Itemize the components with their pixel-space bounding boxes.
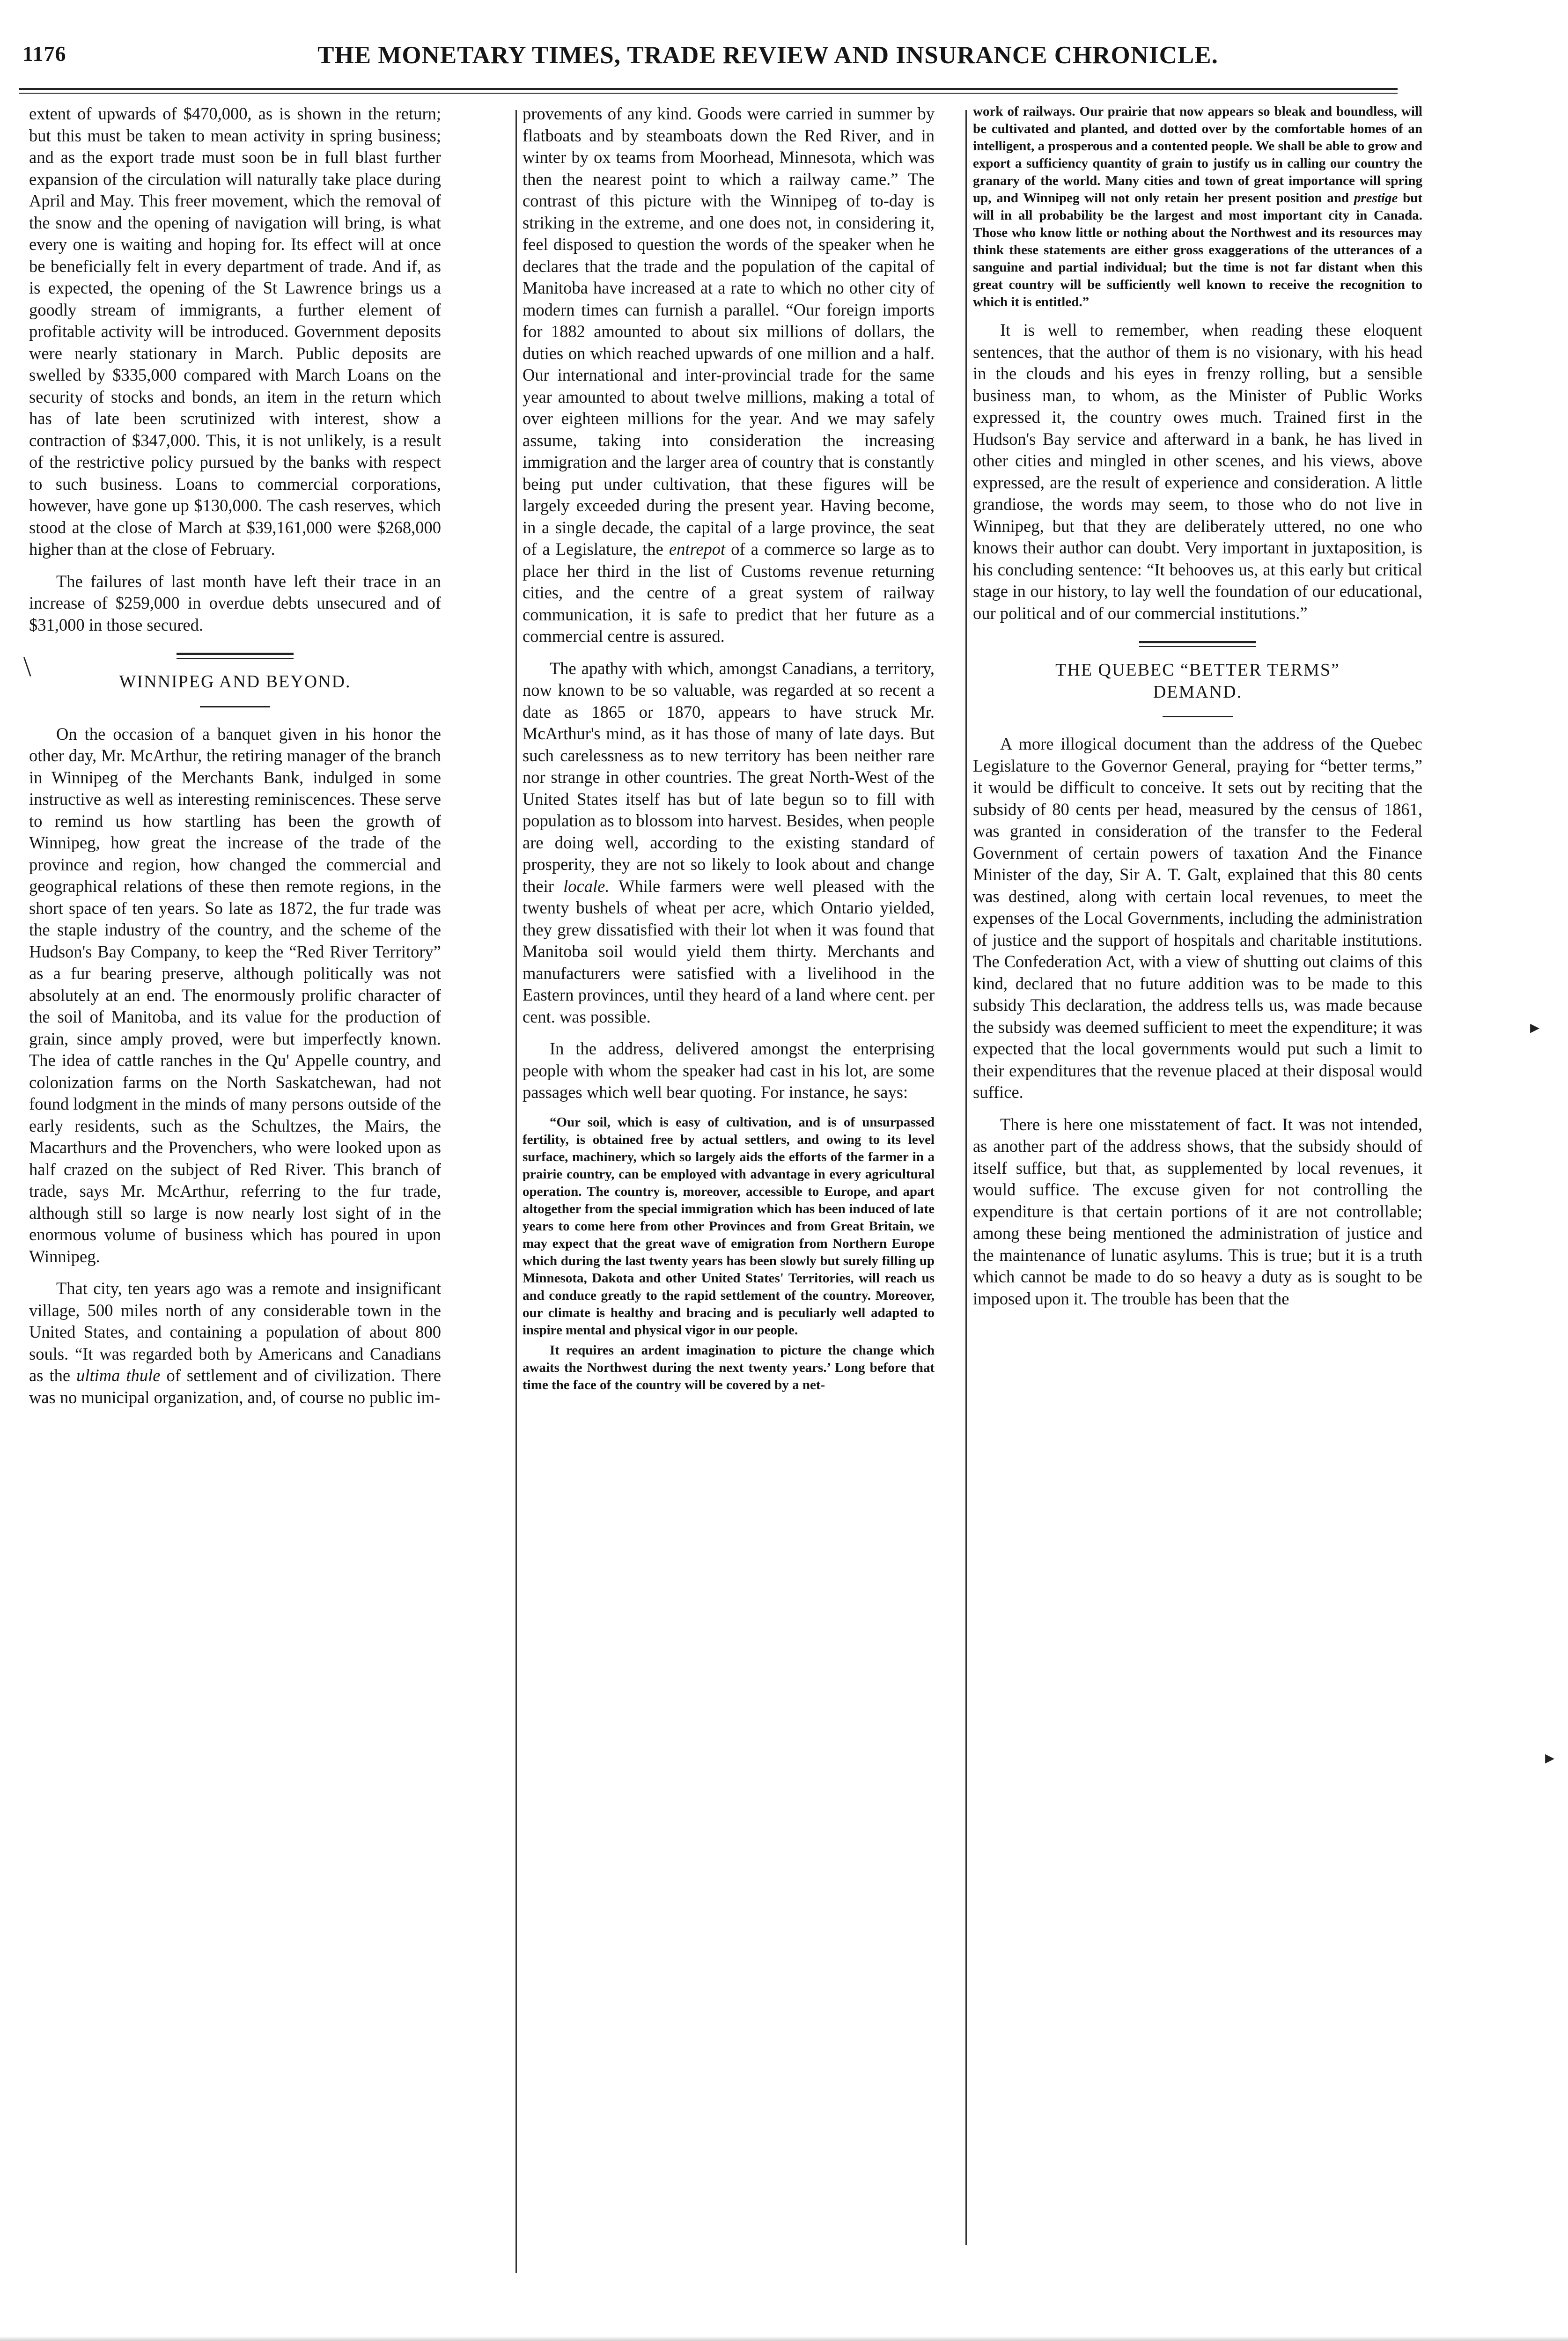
heading-rule — [1163, 716, 1233, 717]
paragraph — [523, 658, 935, 1028]
paragraph: On the occasion of a banquet given in his honor the other day, Mr. McArthur, the retiring manager of the branch in Winnipeg of the Merchants Bank, indulged in some instructive as well as interesting reminiscences. These serve to remind us how startling has been the growth of Winnipeg, how great the increase of the trade of the province and region, how changed the commercial and geographical relations of these then remote regions, in the short space of ten years. So late as 1872, the fur trade was the staple industry of the country, and the scheme of the Hudson's Bay Company, to keep the “Red River Territory” as a fur bearing preserve, although politically was not absolutely at an end. The enormously prolific character of the soil of Manitoba, and its value for the production of grain, since amply proved, were but imperfectly known. The idea of cattle ranches in the Qu' Appelle country, and colonization farms on the North Saskatchewan, had not found lodgment in the minds of many persons outside of the early residents, such as the Schultzes, the Mairs, the Macarthurs and the Provenchers, who were looked upon as half crazed on the subject of Red River. This branch of trade, says Mr. McArthur, referring to the fur trade, although still so large is now nearly lost sight of in the enormous volume of business which has poured in upon Winnipeg. — [29, 724, 441, 1266]
text-run: of settlement and of civilization. There was no municipal organization, and, of course no public im- — [29, 1366, 441, 1407]
column-separator — [515, 110, 517, 2273]
text-run: That city, ten years ago was a remote and insignificant village, 500 miles north of any considerable town in the United States, and containing a population of about 800 souls. “It was regarded both by Americans and Canadians as the — [29, 1279, 441, 1385]
column-separator — [965, 110, 967, 2245]
block-quote — [523, 1114, 935, 1394]
header-rule — [19, 88, 1398, 94]
section-divider — [177, 653, 294, 659]
text-run: The apathy with which, amongst Canadians, a territory, now known to be so valuable, was regarded at so recent a date as 1865 or 1870, appears to have struck Mr. McArthur's mind, as it has those of many of late days. But such carelessness as to new territory has been neither rare nor strange in other countries. The great North-West of the United States itself has but of late begun so to fill with population as to blossom into harvest. Besides, when people are doing well, according to the existing standard of prosperity, they are not so likely to look about and change their — [523, 658, 935, 896]
margin-tick-mark: \ — [23, 651, 31, 682]
article-heading-line-2: DEMAND. — [1153, 682, 1243, 702]
text-run: of a commerce so large as to place her third in the list of Customs revenue returning cities, and the centre of a great system of railway communication, it is safe to predict that her future as a commercial centre is assured. — [523, 539, 935, 646]
paragraph: extent of upwards of $470,000, as is shown in the return; but this must be taken to mean activity in spring business; and as the export trade must soon be in full blast further expansion of the circulation will naturally take place during April and May. This freer movement, which the removal of the snow and the opening of navigation will bring, is what every one is waiting and hoping for. Its effect will at once be beneficially felt in every department of trade. And if, as is expected, the opening of the St Lawrence brings us a goodly stream of immigrants, a further element of profitable activity will be introduced. Government deposits were nearly stationary in March. Public deposits are swelled by $335,000 compared with March Loans on the security of stocks and bonds, an item in the return which has of late been scrutinized with interest, show a contraction of $347,000. This, it is not unlikely, is a result of the restrictive policy pursued by the banks with respect to such business. Loans to commercial corporations, however, have gone up $130,000. The cash reserves, which stood at the close of March at $39,161,000 were $268,000 higher than at the close of February. — [29, 104, 441, 559]
column-3 — [973, 103, 1422, 2341]
paragraph: A more illogical document than the address of the Quebec Legislature to the Governor General, praying for “better terms,” it would be difficult to conceive. It sets out by reciting that the subsidy of 80 cents per head, measured by the census of 1861, was granted in consideration of the transfer to the Federal Government of certain powers of taxation And the Finance Minister of the day, Sir A. T. Galt, explained that this 80 cents was destined, along with certain local revenues, to meet the expenses of the Local Governments, including the administration of justice and the support of hospitals and charitable institutions. The Confederation Act, with a view of shutting out claims of this kind, declared that no future addition was to be made to this subsidy This declaration, the address tells us, was made because the subsidy was deemed sufficient to meet the expenditure; it was expected that the local governments would put such a limit to their expenditures that the revenue placed at their disposal would suffice. — [973, 734, 1422, 1102]
journal-title: THE MONETARY TIMES, TRADE REVIEW AND INSURANCE CHRONICLE. — [317, 42, 1218, 69]
article-heading-line-1: THE QUEBEC “BETTER TERMS” — [1055, 660, 1340, 680]
paragraph: It is well to remember, when reading these eloquent sentences, that the author of them is no visionary, with his head in the clouds and his eyes in frenzy rolling, but a sensible business man, to whom, as the Minister of Public Works expressed it, the country owes much. Trained first in the Hudson's Bay service and afterward in a bank, he has lived in other cities and mingled in other scenes, and his views, above expressed, are the result of experience and consideration. A little grandiose, the words may seem, to those who do not live in Winnipeg, but that they are deliberately uttered, no one who knows their author can doubt. Very important in juxtaposition, is his concluding sentence: “It behooves us, at this early but critical stage in our history, to lay well the foundation of our educational, our political and of our commercial institutions.” — [973, 320, 1422, 623]
margin-arrow-icon: ▸ — [1530, 1016, 1540, 1038]
column-1 — [29, 103, 441, 2341]
quote-paragraph — [973, 103, 1422, 311]
paragraph — [29, 1278, 441, 1408]
quote-paragraph: “Our soil, which is easy of cultivation, and is of unsurpassed fertility, is obtained free by actual settlers, and owing to its level surface, machinery, which so largely aids the efforts of the farmer in a prairie country, can be employed with advantage in every agricultural operation. The country is, moreover, accessible to Europe, and apart altogether from the special immigration which has been induced of late years to come here from other Provinces and from Great Britain, we may expect that the great wave of emigration from Northern Europe which during the last twenty years has been slowly but surely filling up Minnesota, Dakota and other United States' Territories, will reach us and conduce greatly to the rapid settlement of the country. Moreover, our climate is healthy and bracing and is peculiarly well adapted to inspire mental and physical vigor in our people. — [523, 1114, 935, 1338]
italic-text: prestige — [1354, 191, 1398, 206]
margin-arrow-icon: ▸ — [1545, 1747, 1555, 1768]
quote-paragraph: It requires an ardent imagination to picture the change which awaits the Northwest during the next twenty years.’ Long before that time the face of the country will be covered by a net- — [523, 1342, 935, 1392]
text-run: While farmers were well pleased with the twenty bushels of wheat per acre, which Ontario yielded, they grew dissatisfied with their lot when it was found that Manitoba soil would yield them thirty. Merchants and manufacturers were satisfied with a livelihood in the Eastern provinces, until they heard of a land where cent. per cent. was possible. — [523, 876, 935, 1026]
paragraph — [523, 103, 935, 648]
article-heading: WINNIPEG AND BEYOND. — [119, 672, 351, 692]
block-quote-continued — [973, 103, 1422, 311]
paragraph: In the address, delivered amongst the enterprising people with whom the speaker had cast in his lot, are some passages which well bear quoting. For instance, he says: — [523, 1039, 935, 1102]
italic-text: ultima thule — [76, 1366, 161, 1385]
page-header — [19, 27, 1423, 79]
paragraph: There is here one misstatement of fact. It was not intended, as another part of the address shows, that the subsidy should of itself suffice, but that, as supplemented by local revenues, it would suffice. The excuse given for not controlling the expenditure is that certain portions of it are not controllable; among these being mentioned the administration of justice and the maintenance of lunatic asylums. This is true; but it is a truth which cannot be made to do so heavy a duty as is sought to be imposed upon it. The trouble has been that the — [973, 1114, 1422, 1308]
italic-text: entrepot — [669, 539, 726, 559]
section-divider — [1139, 641, 1256, 647]
text-run: provements of any kind. Goods were carried in summer by flatboats and by steamboats down the Red River, and in winter by ox teams from Moorhead, Minnesota, which was then the nearest point to which a railway came.” The contrast of this picture with the Winnipeg of to-day is striking in the extreme, and one does not, in considering it, feel disposed to question the words of the speaker when he declares that the trade and the population of the capital of Manitoba have increased at a rate to which no other city of modern times can furnish a parallel. “Our foreign imports for 1882 amounted to about six millions of dollars, the duties on which reached upwards of one million and a half. Our international and inter-provincial trade for the same year amounted to about twelve millions, making a total of over eighteen millions for the year. And we may safely assume, taking into consideration the increasing immigration and the larger area of country that is constantly being put under cultivation, that these figures will be largely exceeded during the present year. Having become, in a single decade, the capital of a large province, the seat of a Legislature, the — [523, 104, 935, 559]
text-run: work of railways. Our prairie that now appears so bleak and boundless, will be cultivated and planted, and dotted over by the comfortable homes of an intelligent, a prosperous and a contented people. We shall be able to grow and export a sufficiency quantity of grain to justify us in calling our country the granary of the world. Many cities and town of great importance will spring up, and Winnipeg will not only retain her present position and — [973, 104, 1422, 206]
paragraph: The failures of last month have left their trace in an increase of $259,000 in overdue debts unsecured and of $31,000 in those secured. — [29, 571, 441, 634]
italic-text: locale. — [563, 876, 610, 896]
page-number: 1176 — [22, 42, 66, 66]
column-2 — [523, 103, 935, 2341]
heading-rule — [200, 706, 270, 707]
scan-edge-shadow — [0, 2336, 1568, 2341]
text-run: but will in all probability be the largest and most important city in Canada. Those who know little or nothing about the Northwest and its resources may think these statements are either gross exaggerations of the utterances of a sanguine and partial individual; but the time is not far distant when this great country will be sufficiently well known to receive the recognition to which it is entitled.” — [973, 191, 1422, 309]
